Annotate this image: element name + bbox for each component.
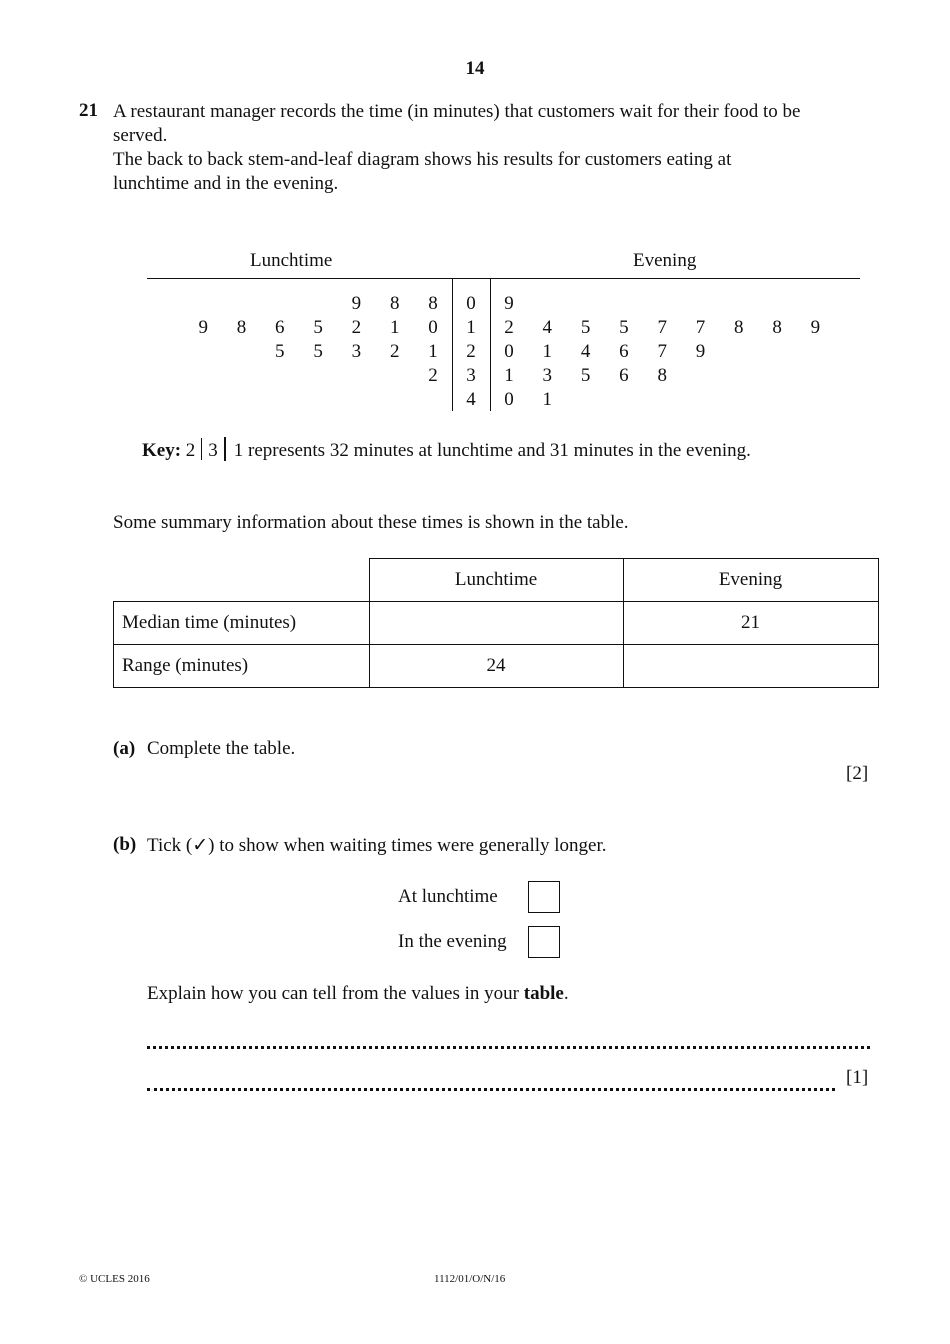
lunchtime-leaf: 0 bbox=[428, 317, 438, 338]
lunchtime-leaf: 8 bbox=[389, 293, 400, 314]
lunchtime-leaf: 9 bbox=[198, 317, 208, 338]
explain-prompt bbox=[147, 983, 569, 1005]
question-number: 21 bbox=[79, 100, 98, 121]
evening-leaf: 7 bbox=[657, 341, 667, 362]
evening-leaf: 7 bbox=[695, 317, 706, 338]
evening-leaf: 8 bbox=[772, 317, 782, 338]
stem-leaf-header-rule bbox=[147, 278, 860, 279]
key-stem: 3 bbox=[208, 440, 218, 461]
stem-leaf-evening-heading: Evening bbox=[633, 250, 697, 271]
median-label: Median time (minutes) bbox=[114, 602, 370, 645]
explain-prefix: Explain how you can tell from the values in your bbox=[147, 983, 519, 1004]
summary-table bbox=[113, 558, 879, 688]
key-text: represents 32 minutes at lunchtime and 31 minutes in the evening. bbox=[248, 440, 751, 461]
evening-leaf: 1 bbox=[542, 389, 553, 410]
lunchtime-leaf: 2 bbox=[351, 317, 362, 338]
summary-row-median bbox=[114, 602, 879, 645]
lunchtime-leaf: 8 bbox=[428, 293, 438, 314]
part-b-text: Tick (✓) to show when waiting times were generally longer. bbox=[147, 835, 607, 856]
summary-row-range bbox=[114, 645, 879, 688]
footer-copyright: © UCLES 2016 bbox=[79, 1273, 150, 1285]
evening-leaf: 6 bbox=[619, 365, 629, 386]
explain-suffix: . bbox=[563, 983, 569, 1004]
range-label: Range (minutes) bbox=[114, 645, 370, 688]
lunchtime-leaf: 1 bbox=[428, 341, 438, 362]
part-b-marks: [1] bbox=[846, 1067, 869, 1088]
key-divider-thick bbox=[224, 437, 226, 461]
stem-value: 1 bbox=[466, 317, 476, 338]
evening-leaf: 1 bbox=[542, 341, 553, 362]
evening-leaf: 8 bbox=[657, 365, 667, 386]
evening-leaf: 2 bbox=[504, 317, 514, 338]
evening-leaf: 9 bbox=[504, 293, 514, 314]
lunchtime-leaf: 2 bbox=[389, 341, 400, 362]
evening-leaf: 4 bbox=[542, 317, 553, 338]
stem-value: 4 bbox=[466, 389, 476, 410]
question-intro-line3: The back to back stem-and-leaf diagram shows his results for customers eating at bbox=[113, 149, 732, 170]
footer-code: 1112/01/O/N/16 bbox=[434, 1273, 506, 1285]
summary-header-evening: Evening bbox=[623, 559, 878, 602]
lunchtime-leaf: 5 bbox=[313, 317, 323, 338]
evening-leaf: 1 bbox=[504, 365, 514, 386]
summary-intro: Some summary information about these times is shown in the table. bbox=[113, 512, 629, 533]
evening-leaf: 0 bbox=[504, 389, 514, 410]
lunchtime-leaf: 1 bbox=[389, 317, 400, 338]
evening-leaf: 9 bbox=[695, 341, 706, 362]
part-b-label: (b) bbox=[113, 834, 137, 855]
range-evening-cell[interactable] bbox=[623, 645, 878, 688]
question-intro-line1: A restaurant manager records the time (in minutes) that customers wait for their food to be bbox=[113, 101, 801, 122]
explain-bold-word: table bbox=[523, 983, 564, 1004]
lunchtime-leaf: 8 bbox=[236, 317, 247, 338]
stem-leaf-left-divider bbox=[452, 279, 453, 411]
part-a-marks: [2] bbox=[846, 763, 869, 784]
question-intro-line4: lunchtime and in the evening. bbox=[113, 173, 339, 194]
evening-leaf: 5 bbox=[580, 317, 591, 338]
lunchtime-leaf: 9 bbox=[351, 293, 362, 314]
key-label: Key: bbox=[142, 440, 182, 461]
option-lunchtime-checkbox[interactable] bbox=[528, 881, 560, 913]
lunchtime-leaf: 2 bbox=[428, 365, 438, 386]
evening-leaf: 6 bbox=[619, 341, 629, 362]
option-lunchtime-label: At lunchtime bbox=[398, 886, 498, 907]
median-evening-cell: 21 bbox=[623, 602, 878, 645]
stem-value: 2 bbox=[466, 341, 476, 362]
key-left-leaf: 2 bbox=[185, 440, 196, 461]
median-lunchtime-cell[interactable] bbox=[369, 602, 623, 645]
summary-header-row bbox=[114, 559, 879, 602]
option-evening-checkbox[interactable] bbox=[528, 926, 560, 958]
evening-leaf: 9 bbox=[810, 317, 821, 338]
stem-value: 0 bbox=[466, 293, 476, 314]
lunchtime-leaf: 5 bbox=[313, 341, 323, 362]
key-right-leaf: 1 bbox=[233, 440, 244, 461]
option-evening-label: In the evening bbox=[398, 931, 507, 952]
stem-leaf-key bbox=[142, 437, 751, 462]
answer-line-1[interactable] bbox=[147, 1046, 870, 1049]
answer-line-2[interactable] bbox=[147, 1088, 835, 1091]
stem-leaf-right-divider bbox=[490, 279, 491, 411]
page-number: 14 bbox=[465, 58, 485, 79]
question-intro-line2: served. bbox=[113, 125, 168, 146]
key-divider-thin bbox=[201, 438, 202, 460]
evening-leaf: 7 bbox=[657, 317, 667, 338]
part-a-label: (a) bbox=[113, 738, 136, 759]
lunchtime-leaf: 5 bbox=[275, 341, 285, 362]
lunchtime-leaf: 3 bbox=[351, 341, 362, 362]
range-lunchtime-cell: 24 bbox=[369, 645, 623, 688]
evening-leaf: 5 bbox=[619, 317, 629, 338]
evening-leaf: 3 bbox=[542, 365, 553, 386]
evening-leaf: 4 bbox=[580, 341, 591, 362]
lunchtime-leaf: 6 bbox=[275, 317, 285, 338]
evening-leaf: 0 bbox=[504, 341, 514, 362]
part-a-text: Complete the table. bbox=[147, 738, 296, 759]
stem-value: 3 bbox=[466, 365, 476, 386]
stem-leaf-lunchtime-heading: Lunchtime bbox=[250, 250, 333, 271]
evening-leaf: 8 bbox=[734, 317, 744, 338]
evening-leaf: 5 bbox=[580, 365, 591, 386]
summary-header-blank bbox=[114, 559, 370, 602]
summary-header-lunchtime: Lunchtime bbox=[369, 559, 623, 602]
